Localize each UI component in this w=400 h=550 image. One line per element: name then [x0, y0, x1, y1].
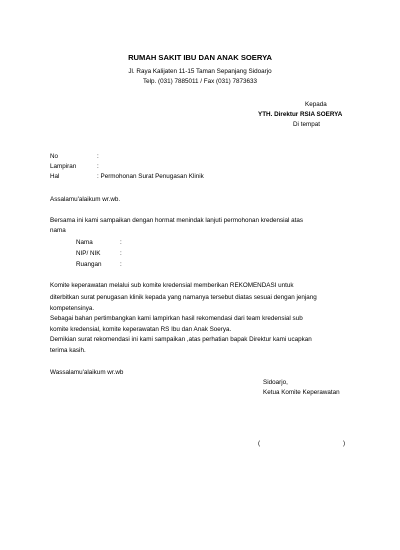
field-label-ruangan: Ruangan: [76, 261, 102, 268]
intro-line-2: nama: [50, 227, 66, 234]
paragraph-line: Demikian surat rekomendasi ini kami sampaikan ,atas perhatian bapak Direktur kami ucapkan: [50, 336, 312, 343]
hal-value: : Permohonan Surat Penugasan Klinik: [97, 173, 204, 180]
signature-place: Sidoarjo,: [263, 379, 288, 386]
recipient-line-2: YTH. Direktur RSIA SOERYA: [258, 111, 343, 118]
lampiran-separator: :: [97, 163, 99, 170]
field-label-nama: Nama: [76, 239, 93, 246]
hospital-address: Jl. Raya Kalijaten 11-15 Taman Sepanjang Sidoarjo: [128, 68, 272, 75]
hospital-phone: Telp. (031) 7885011 / Fax (031) 7873633: [142, 78, 257, 85]
signature-close-paren: ): [343, 440, 346, 447]
signature-role: Ketua Komite Keperawatan: [263, 389, 340, 396]
no-separator: :: [97, 153, 99, 160]
signature-open-paren: (: [258, 440, 261, 447]
field-label-nip: NIP/ NIK: [76, 250, 101, 257]
paragraph-line: diterbitkan surat penugasan klinik kepada yang namanya tersebut diatas sesuai dengan jenjang: [50, 294, 317, 301]
recipient-line-3: Di tempat: [293, 121, 320, 128]
hospital-name: RUMAH SAKIT IBU DAN ANAK SOERYA: [128, 53, 272, 62]
no-label: No: [50, 153, 59, 160]
paragraph-line: Sebagai bahan pertimbangkan kami lampirkan hasil rekomendasi dari team kredensial sub: [50, 315, 303, 322]
recipient-line-1: Kepada: [305, 101, 327, 108]
paragraph-line: komite kredensial, komite keperawatan RS Ibu dan Anak Soerya.: [50, 326, 232, 333]
closing: Wassalamu'alaikum wr.wb: [50, 369, 124, 376]
hal-label: Hal: [50, 173, 60, 180]
field-separator-ruangan: :: [120, 261, 122, 268]
intro-line-1: Bersama ini kami sampaikan dengan hormat menindak lanjuti permohonan kredensial atas: [50, 217, 304, 224]
field-separator-nip: :: [120, 250, 122, 257]
paragraph-line: Komite keperawatan melalui sub komite kredensial memberikan REKOMENDASI untuk: [50, 282, 294, 289]
paragraph-line: kompetensinya.: [50, 305, 95, 312]
paragraph-line: terima kasih.: [50, 347, 86, 354]
lampiran-label: Lampiran: [50, 163, 77, 170]
field-separator-nama: :: [120, 239, 122, 246]
greeting: Assalamu'alaikum wr.wb.: [50, 196, 121, 203]
